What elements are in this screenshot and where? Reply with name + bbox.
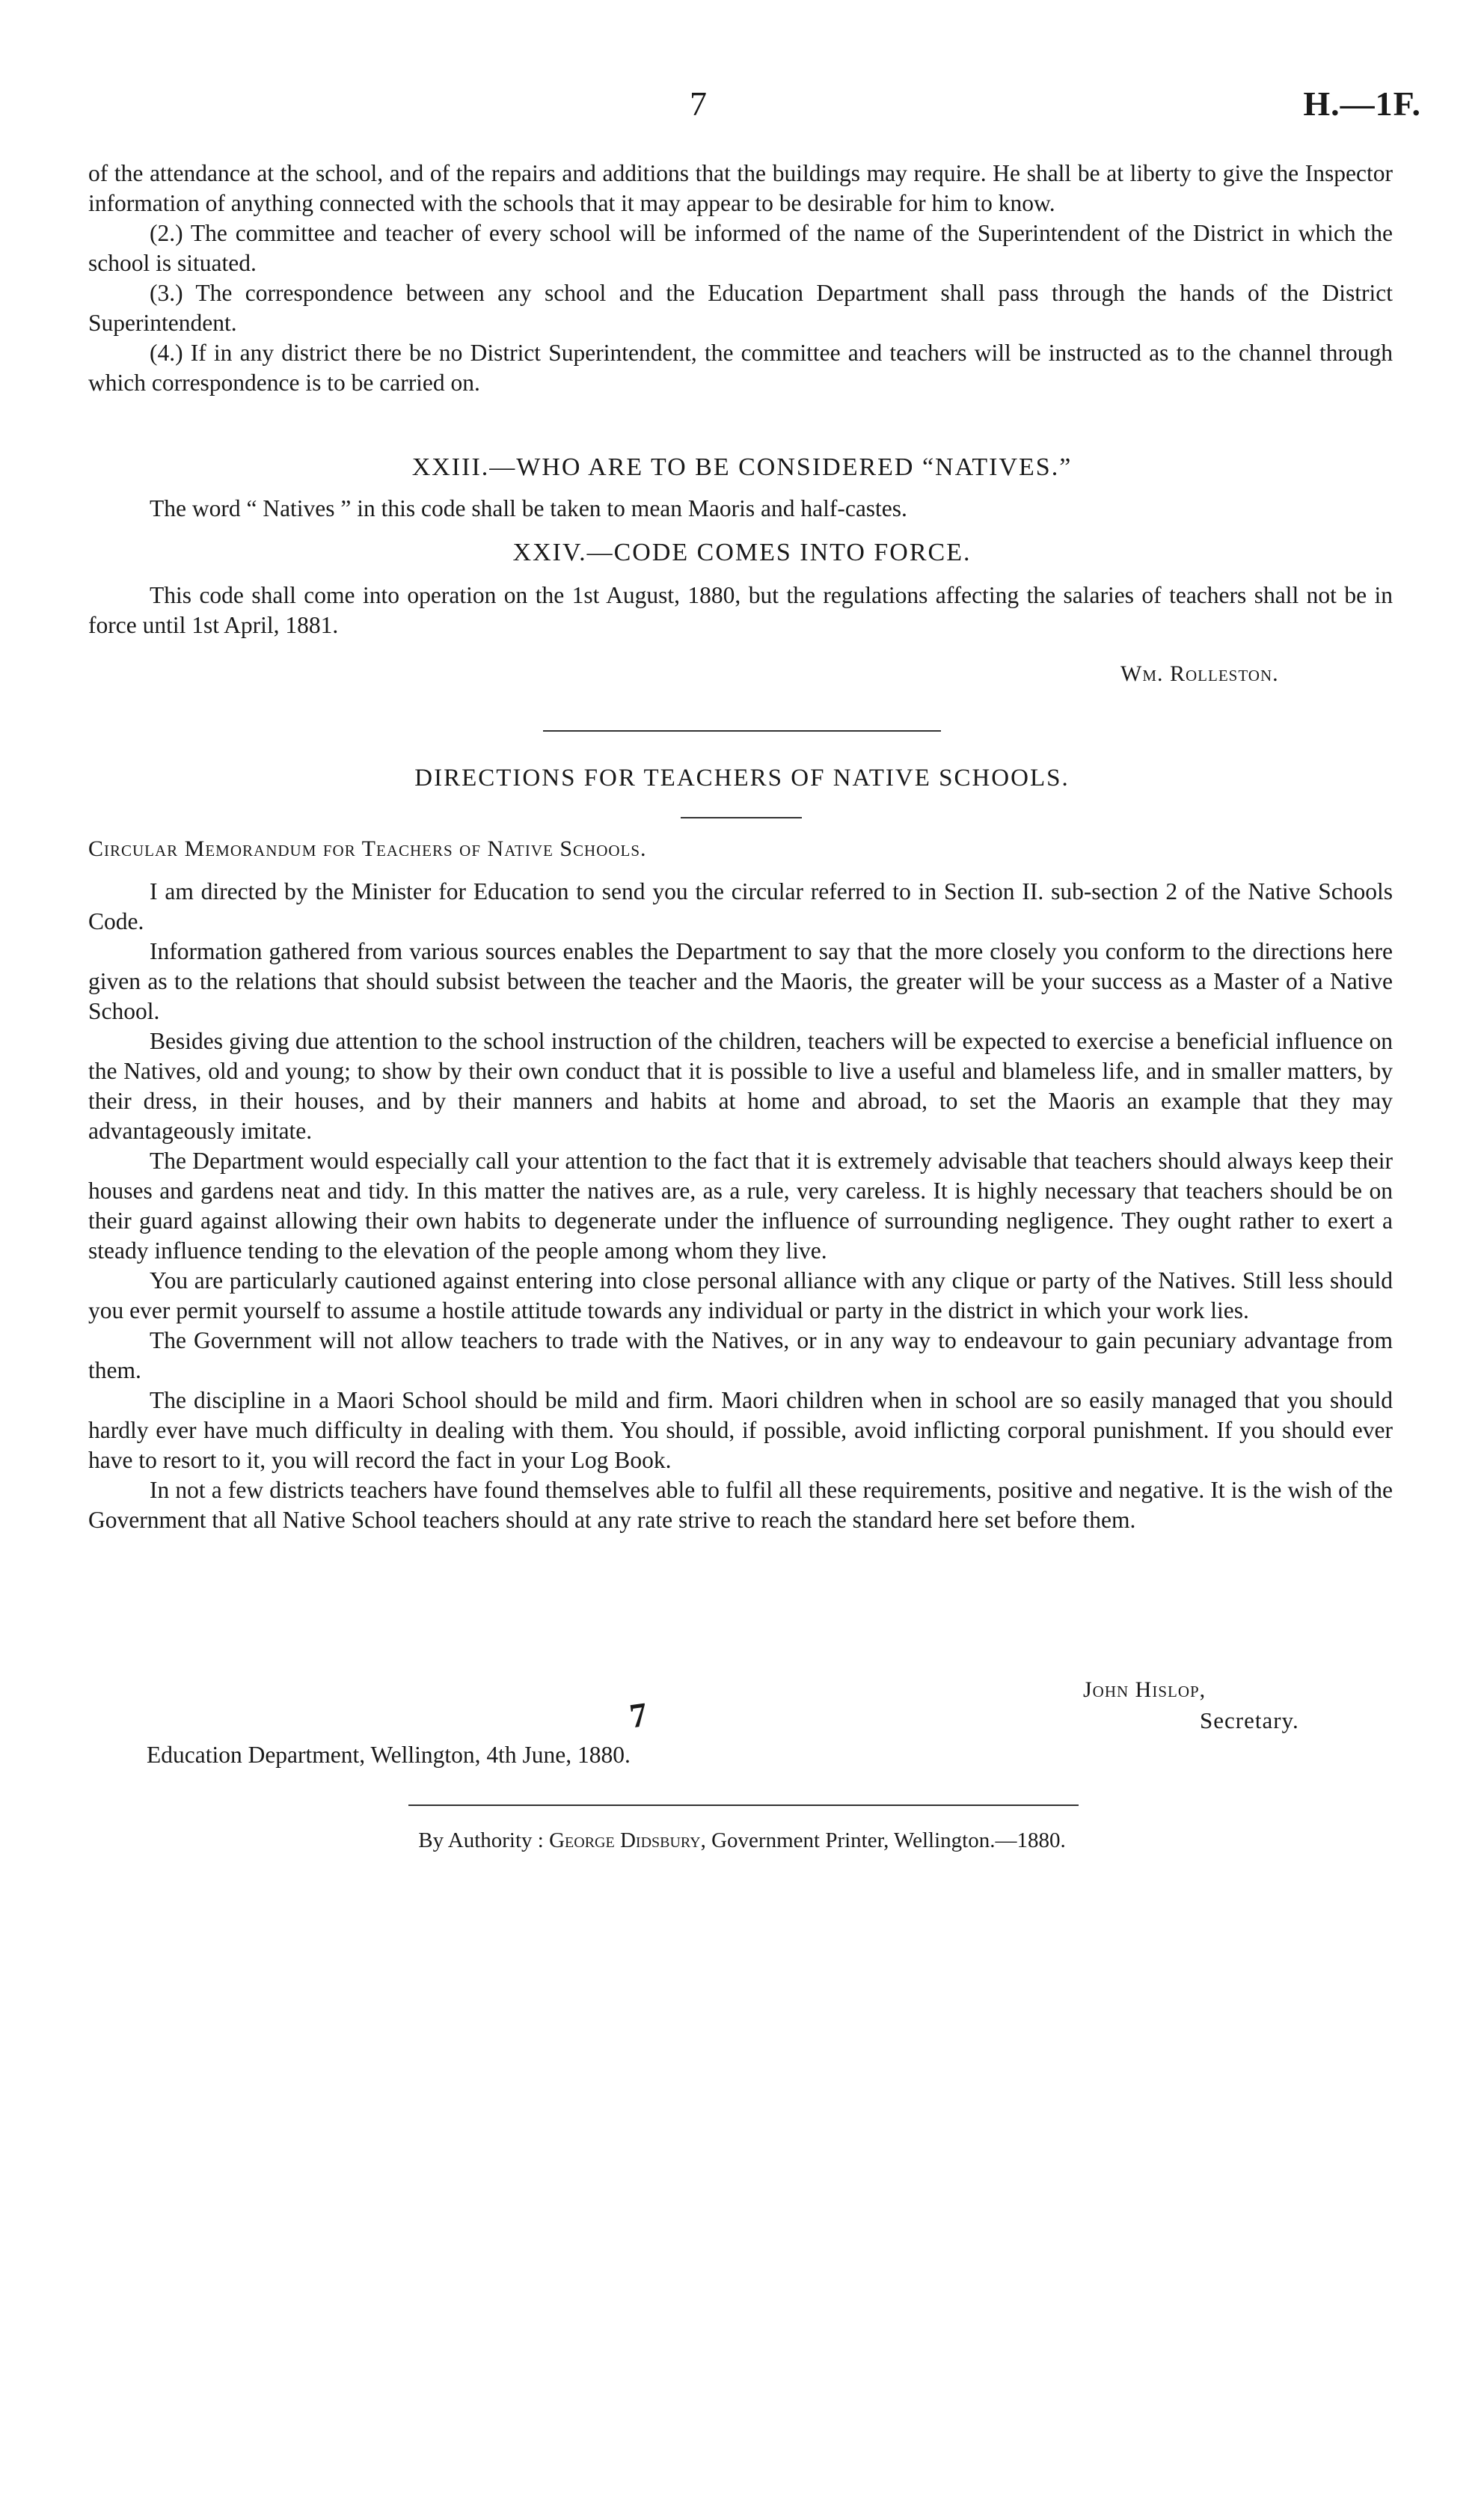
signatory-name: John Hislop,	[1083, 1677, 1206, 1702]
intro-text	[88, 159, 1393, 398]
paragraph: You are particularly cautioned against entering into close personal alliance with any clique or party of the Natives. Still less should you ever permit yourself to assume a hostile attitude towards any individual or party in the district in which your work lies.	[88, 1267, 1393, 1323]
paragraph: The Department would especially call your attention to the fact that it is extremely advisable that teachers should always keep their houses and gardens neat and tidy. In this matter the natives are, as a rule, very careless. It is highly necessary that teachers should be on their guard against allowing their own habits to degenerate under the influence of surrounding negligence. They ought rather to exert a steady influence tending to the elevation of the people among whom they live.	[88, 1148, 1393, 1264]
footer-printer: George Didsbury	[549, 1828, 701, 1852]
paragraph: This code shall come into operation on the 1st August, 1880, but the regulations affecting the salaries of teachers shall not be in force until 1st April, 1881.	[88, 582, 1393, 638]
section-xxiii-heading: XXIII.—WHO ARE TO BE CONSIDERED “NATIVES.”	[411, 453, 1073, 481]
short-divider-rule	[681, 817, 802, 818]
footer-suffix: , Government Printer, Wellington.—1880.	[700, 1828, 1066, 1852]
page-header	[0, 84, 1484, 129]
dateline-text: Education Department, Wellington, 4th June, 1880.	[147, 1742, 631, 1768]
paragraph: The Government will not allow teachers to trade with the Natives, or in any way to endeavour to gain pecuniary advantage from them.	[88, 1327, 1393, 1383]
memo-title: Circular Memorandum for Teachers of Native Schools.	[88, 836, 647, 861]
document-reference: H.—1F.	[1303, 85, 1421, 123]
handwritten-mark: 7	[627, 1695, 650, 1736]
paragraph: The word “ Natives ” in this code shall be taken to mean Maoris and half-castes.	[150, 495, 907, 521]
paragraph: Information gathered from various sources enables the Department to say that the more closely you conform to the directions here given as to the relations that should subsist between the teacher and the Maoris, the greater will be your success as a Master of a Native School.	[88, 938, 1393, 1024]
signatory-title: Secretary.	[1200, 1707, 1299, 1733]
footer	[0, 1828, 1484, 1853]
section-xxiv-heading: XXIV.—CODE COMES INTO FORCE.	[512, 539, 972, 566]
divider-rule	[543, 730, 941, 732]
paragraph: Besides giving due attention to the school instruction of the children, teachers will be expected to exercise a beneficial influence on the Natives, old and young; to show by their own conduct that it is possible to live a useful and blameless life, and in smaller matters, by their dress, in their houses, and by their manners and habits at home and abroad, to set the Maoris an example that they may advantageously imitate.	[88, 1028, 1393, 1144]
paragraph: The discipline in a Maori School should be mild and firm. Maori children when in school are so easily managed that you should hardly ever have much difficulty in dealing with them. You should, if possible, avoid inflicting corporal punishment. If you should ever have to resort to it, you will record the fact in your Log Book.	[88, 1387, 1393, 1473]
directions-text	[88, 877, 1393, 1535]
section-xxiv-text	[88, 581, 1393, 640]
page-number: 7	[690, 85, 707, 123]
footer-prefix: By Authority :	[418, 1828, 550, 1852]
section-xxiii-text	[88, 494, 1393, 524]
paragraph: (4.) If in any district there be no District Superintendent, the committee and teachers will be instructed as to the channel through which correspondence is to be carried on.	[88, 340, 1393, 396]
paragraph: I am directed by the Minister for Education to send you the circular referred to in Section II. sub-section 2 of the Native Schools Code.	[88, 878, 1393, 934]
paragraph: (2.) The committee and teacher of every school will be informed of the name of the Superintendent of the District in which the school is situated.	[88, 220, 1393, 276]
footer-rule	[408, 1804, 1079, 1806]
paragraph: (3.) The correspondence between any school and the Education Department shall pass through the hands of the District Superintendent.	[88, 280, 1393, 336]
paragraph: In not a few districts teachers have found themselves able to fulfil all these requirements, positive and negative. It is the wish of the Government that all Native School teachers should at any rate strive to reach the standard here set before them.	[88, 1477, 1393, 1533]
paragraph: of the attendance at the school, and of the repairs and additions that the buildings may require. He shall be at liberty to give the Inspector information of anything connected with the schools that it may appear to be desirable for him to know.	[88, 160, 1393, 216]
directions-heading: DIRECTIONS FOR TEACHERS OF NATIVE SCHOOLS.	[414, 765, 1070, 792]
signature-rolleston: Wm. Rolleston.	[1120, 661, 1279, 686]
dateline	[147, 1740, 1044, 1770]
